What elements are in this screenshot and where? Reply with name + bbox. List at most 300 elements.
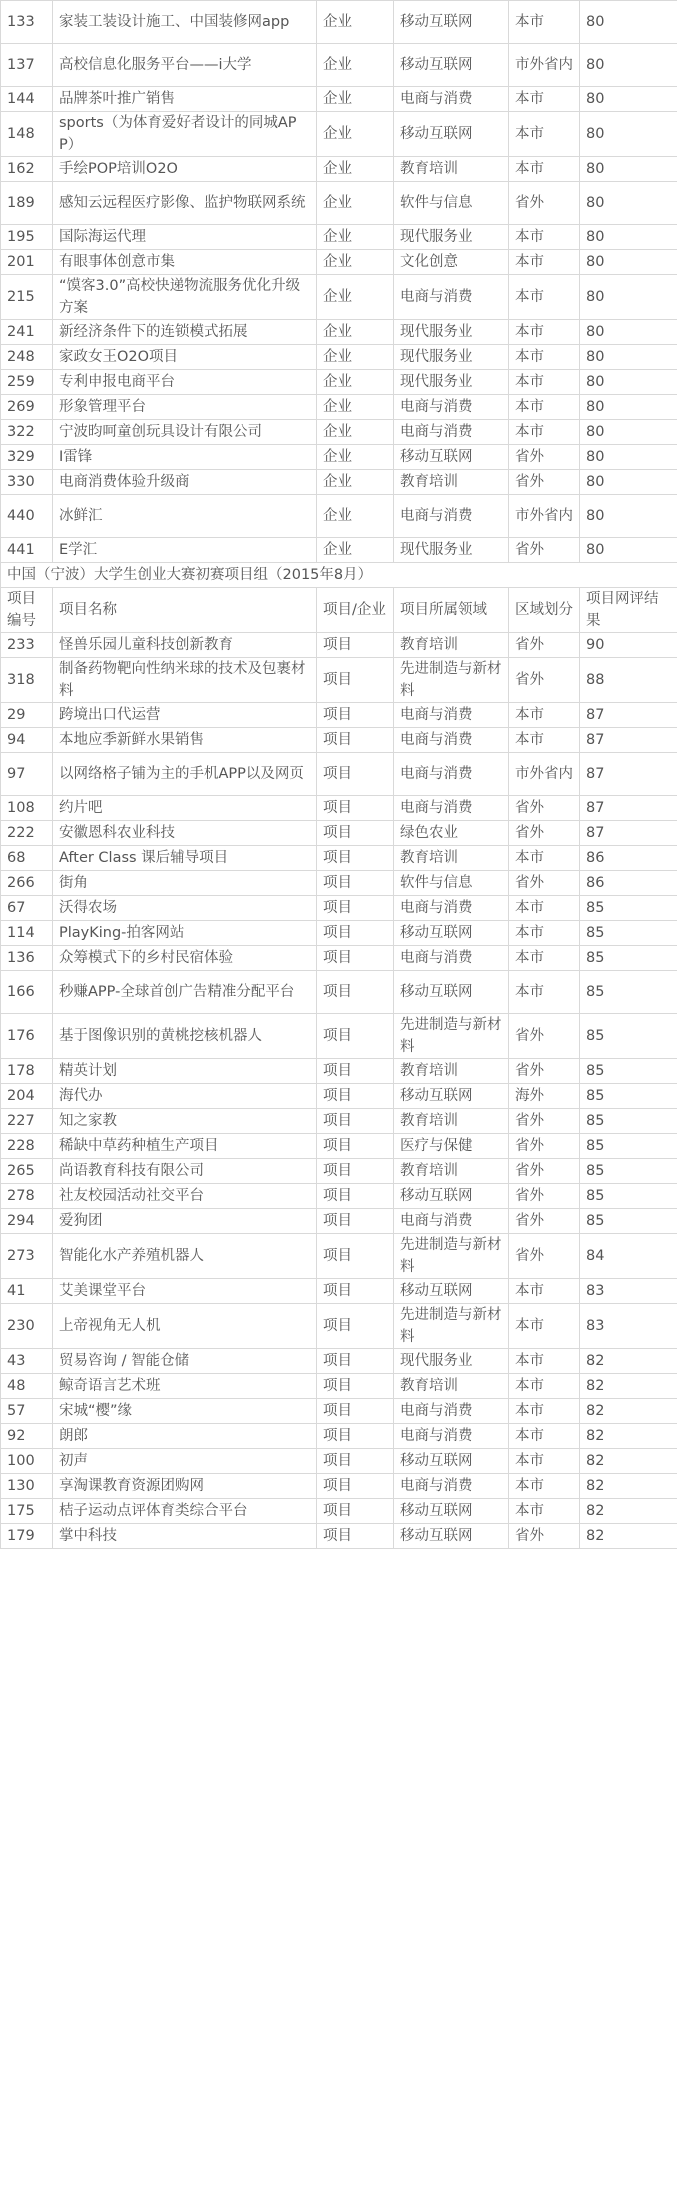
project-id-cell: 136 [1,946,53,971]
table-row [1,796,677,821]
table-row [1,87,677,112]
project-name-cell: 基于图像识别的黄桃挖核机器人 [53,1014,317,1059]
table-row [1,921,677,946]
project-field-cell: 先进制造与新材料 [394,1014,509,1059]
project-id-cell: 162 [1,157,53,182]
project-id-cell: 330 [1,470,53,495]
project-field-cell: 移动互联网 [394,971,509,1014]
project-name-cell: 宁波昀呵童创玩具设计有限公司 [53,420,317,445]
region-cell: 市外省内 [509,495,580,538]
project-type-cell: 企业 [317,345,394,370]
table-row [1,370,677,395]
project-type-cell: 企业 [317,250,394,275]
project-type-cell: 项目 [317,1449,394,1474]
project-field-cell: 现代服务业 [394,1349,509,1374]
project-name-cell: “馍客3.0”高校快递物流服务优化升级方案 [53,275,317,320]
project-field-cell: 教育培训 [394,633,509,658]
project-name-cell: 朗郎 [53,1424,317,1449]
project-field-cell: 移动互联网 [394,1184,509,1209]
region-cell: 本市 [509,395,580,420]
project-id-cell: 94 [1,728,53,753]
region-cell: 本市 [509,225,580,250]
region-cell: 省外 [509,1014,580,1059]
project-id-cell: 195 [1,225,53,250]
table-row [1,946,677,971]
project-name-cell: 艾美课堂平台 [53,1279,317,1304]
project-id-cell: 266 [1,871,53,896]
project-type-cell: 企业 [317,370,394,395]
project-type-cell: 项目 [317,658,394,703]
region-cell: 市外省内 [509,44,580,87]
project-field-cell: 电商与消费 [394,87,509,112]
region-cell: 省外 [509,538,580,563]
score-cell: 80 [580,320,677,345]
project-id-cell: 130 [1,1474,53,1499]
region-cell: 本市 [509,1399,580,1424]
score-cell: 87 [580,728,677,753]
table-row [1,703,677,728]
project-name-cell: 安徽恩科农业科技 [53,821,317,846]
table-row [1,44,677,87]
project-field-cell: 绿色农业 [394,821,509,846]
project-name-cell: 贸易咨询 / 智能仓储 [53,1349,317,1374]
project-id-cell: 175 [1,1499,53,1524]
project-name-cell: 秒赚APP-全球首创广告精准分配平台 [53,971,317,1014]
region-cell: 省外 [509,1209,580,1234]
project-field-cell: 电商与消费 [394,753,509,796]
project-type-cell: 项目 [317,1304,394,1349]
region-cell: 本市 [509,87,580,112]
project-type-cell: 项目 [317,896,394,921]
region-cell: 本市 [509,1279,580,1304]
table-row [1,633,677,658]
project-type-cell: 项目 [317,1184,394,1209]
score-cell: 80 [580,250,677,275]
table-row [1,1134,677,1159]
table-row [1,538,677,563]
score-cell: 85 [580,1159,677,1184]
project-name-cell: 爱狗团 [53,1209,317,1234]
score-cell: 83 [580,1304,677,1349]
region-cell: 市外省内 [509,753,580,796]
table-row [1,112,677,157]
score-cell: 82 [580,1449,677,1474]
region-cell: 省外 [509,871,580,896]
project-name-cell: 手绘POP培训O2O [53,157,317,182]
project-id-cell: 329 [1,445,53,470]
region-cell: 省外 [509,1234,580,1279]
table-row [1,658,677,703]
project-id-cell: 318 [1,658,53,703]
table-row [1,1209,677,1234]
table-row [1,1424,677,1449]
project-field-cell: 现代服务业 [394,320,509,345]
project-name-cell: 新经济条件下的连锁模式拓展 [53,320,317,345]
project-name-cell: 高校信息化服务平台——i大学 [53,44,317,87]
project-field-cell: 先进制造与新材料 [394,658,509,703]
table-row [1,1234,677,1279]
score-cell: 87 [580,821,677,846]
score-cell: 80 [580,225,677,250]
project-field-cell: 移动互联网 [394,1279,509,1304]
project-id-cell: 48 [1,1374,53,1399]
project-name-cell: 约片吧 [53,796,317,821]
project-id-cell: 148 [1,112,53,157]
project-name-cell: 海代办 [53,1084,317,1109]
project-field-cell: 电商与消费 [394,395,509,420]
table-row [1,1499,677,1524]
project-field-cell: 现代服务业 [394,370,509,395]
region-cell: 省外 [509,1524,580,1549]
project-name-cell: 家装工装设计施工、中国装修网app [53,1,317,44]
table-row [1,846,677,871]
project-field-cell: 电商与消费 [394,1209,509,1234]
project-id-cell: 189 [1,182,53,225]
table-row [1,395,677,420]
project-field-cell: 电商与消费 [394,896,509,921]
score-cell: 90 [580,633,677,658]
project-field-cell: 教育培训 [394,1109,509,1134]
project-field-cell: 现代服务业 [394,345,509,370]
project-type-cell: 项目 [317,846,394,871]
table-row [1,320,677,345]
project-id-cell: 41 [1,1279,53,1304]
project-name-cell: 掌中科技 [53,1524,317,1549]
project-field-cell: 电商与消费 [394,728,509,753]
region-cell: 省外 [509,445,580,470]
project-type-cell: 企业 [317,445,394,470]
project-type-cell: 项目 [317,1084,394,1109]
score-cell: 85 [580,1109,677,1134]
projects-table-body [1,1,677,1549]
project-type-cell: 项目 [317,728,394,753]
table-row [1,1399,677,1424]
region-cell: 省外 [509,796,580,821]
table-row [1,182,677,225]
score-cell: 82 [580,1424,677,1449]
project-type-cell: 项目 [317,1159,394,1184]
project-name-cell: 品牌茶叶推广销售 [53,87,317,112]
project-id-cell: 322 [1,420,53,445]
score-cell: 80 [580,112,677,157]
score-cell: 82 [580,1499,677,1524]
project-id-cell: 440 [1,495,53,538]
project-type-cell: 企业 [317,182,394,225]
region-cell: 本市 [509,1374,580,1399]
score-cell: 80 [580,538,677,563]
score-cell: 85 [580,1184,677,1209]
project-field-cell: 移动互联网 [394,1084,509,1109]
table-row [1,1059,677,1084]
region-cell: 省外 [509,1059,580,1084]
project-id-cell: 133 [1,1,53,44]
project-id-cell: 294 [1,1209,53,1234]
project-field-cell: 电商与消费 [394,1424,509,1449]
project-name-cell: 社友校园活动社交平台 [53,1184,317,1209]
project-field-cell: 现代服务业 [394,538,509,563]
region-cell: 本市 [509,1349,580,1374]
project-field-cell: 电商与消费 [394,275,509,320]
region-cell: 本市 [509,1,580,44]
project-type-cell: 企业 [317,395,394,420]
project-type-cell: 企业 [317,1,394,44]
project-type-cell: 企业 [317,275,394,320]
region-cell: 省外 [509,470,580,495]
project-type-cell: 企业 [317,470,394,495]
project-field-cell: 教育培训 [394,846,509,871]
project-id-cell: 233 [1,633,53,658]
region-cell: 本市 [509,157,580,182]
project-type-cell: 项目 [317,1499,394,1524]
project-field-cell: 移动互联网 [394,112,509,157]
project-type-cell: 项目 [317,1279,394,1304]
project-field-cell: 电商与消费 [394,1399,509,1424]
project-name-cell: 跨境出口代运营 [53,703,317,728]
project-type-cell: 项目 [317,796,394,821]
score-cell: 80 [580,370,677,395]
region-cell: 省外 [509,633,580,658]
score-cell: 82 [580,1349,677,1374]
header-project-type-cell: 项目/企业 [317,588,394,633]
project-field-cell: 教育培训 [394,470,509,495]
region-cell: 本市 [509,370,580,395]
score-cell: 88 [580,658,677,703]
region-cell: 本市 [509,728,580,753]
project-field-cell: 电商与消费 [394,946,509,971]
project-name-cell: 智能化水产养殖机器人 [53,1234,317,1279]
region-cell: 本市 [509,250,580,275]
project-name-cell: 众筹模式下的乡村民宿体验 [53,946,317,971]
project-type-cell: 企业 [317,157,394,182]
project-field-cell: 先进制造与新材料 [394,1304,509,1349]
table-row [1,1109,677,1134]
project-name-cell: 享淘课教育资源团购网 [53,1474,317,1499]
table-row [1,1159,677,1184]
project-field-cell: 教育培训 [394,1159,509,1184]
table-row [1,1524,677,1549]
project-field-cell: 移动互联网 [394,1524,509,1549]
score-cell: 85 [580,971,677,1014]
score-cell: 80 [580,157,677,182]
project-field-cell: 电商与消费 [394,1474,509,1499]
project-name-cell: 宋城“樱”缘 [53,1399,317,1424]
project-type-cell: 项目 [317,1424,394,1449]
project-type-cell: 项目 [317,821,394,846]
project-id-cell: 441 [1,538,53,563]
score-cell: 83 [580,1279,677,1304]
score-cell: 85 [580,1059,677,1084]
project-id-cell: 265 [1,1159,53,1184]
project-type-cell: 项目 [317,871,394,896]
project-name-cell: 桔子运动点评体育类综合平台 [53,1499,317,1524]
project-field-cell: 教育培训 [394,157,509,182]
region-cell: 本市 [509,703,580,728]
region-cell: 本市 [509,1304,580,1349]
project-name-cell: 鲸奇语言艺术班 [53,1374,317,1399]
project-type-cell: 企业 [317,320,394,345]
project-id-cell: 100 [1,1449,53,1474]
region-cell: 本市 [509,971,580,1014]
score-cell: 85 [580,921,677,946]
project-id-cell: 144 [1,87,53,112]
region-cell: 本市 [509,1499,580,1524]
project-type-cell: 项目 [317,1109,394,1134]
header-project-id-cell: 项目编号 [1,588,53,633]
region-cell: 本市 [509,420,580,445]
project-type-cell: 项目 [317,1474,394,1499]
project-id-cell: 114 [1,921,53,946]
project-name-cell: 形象管理平台 [53,395,317,420]
project-id-cell: 57 [1,1399,53,1424]
project-field-cell: 移动互联网 [394,44,509,87]
project-name-cell: 知之家教 [53,1109,317,1134]
region-cell: 本市 [509,345,580,370]
table-row [1,1349,677,1374]
region-cell: 省外 [509,1134,580,1159]
score-cell: 80 [580,275,677,320]
table-row [1,821,677,846]
project-type-cell: 企业 [317,112,394,157]
project-id-cell: 241 [1,320,53,345]
table-row [1,1449,677,1474]
project-name-cell: sports（为体育爱好者设计的同城APP） [53,112,317,157]
project-id-cell: 166 [1,971,53,1014]
score-cell: 85 [580,946,677,971]
score-cell: 80 [580,420,677,445]
project-name-cell: 感知云远程医疗影像、监护物联网系统 [53,182,317,225]
project-name-cell: 上帝视角无人机 [53,1304,317,1349]
score-cell: 80 [580,44,677,87]
project-field-cell: 移动互联网 [394,1,509,44]
project-id-cell: 227 [1,1109,53,1134]
project-id-cell: 273 [1,1234,53,1279]
project-id-cell: 201 [1,250,53,275]
project-type-cell: 企业 [317,87,394,112]
table-row [1,420,677,445]
project-id-cell: 108 [1,796,53,821]
table-row [1,971,677,1014]
project-name-cell: E学汇 [53,538,317,563]
project-field-cell: 移动互联网 [394,1499,509,1524]
table-row [1,470,677,495]
project-type-cell: 项目 [317,703,394,728]
project-field-cell: 医疗与保健 [394,1134,509,1159]
project-type-cell: 企业 [317,225,394,250]
score-cell: 86 [580,846,677,871]
project-id-cell: 215 [1,275,53,320]
project-name-cell: I雷锋 [53,445,317,470]
project-name-cell: 制备药物靶向性纳米球的技术及包裹材料 [53,658,317,703]
project-name-cell: 电商消费体验升级商 [53,470,317,495]
project-type-cell: 项目 [317,753,394,796]
project-name-cell: 专利申报电商平台 [53,370,317,395]
score-cell: 80 [580,1,677,44]
table-row [1,1304,677,1349]
project-type-cell: 企业 [317,495,394,538]
project-type-cell: 项目 [317,1524,394,1549]
score-cell: 85 [580,1134,677,1159]
score-cell: 80 [580,395,677,420]
section-caption-row [1,563,677,588]
project-name-cell: 有眼事体创意市集 [53,250,317,275]
score-cell: 80 [580,470,677,495]
region-cell: 海外 [509,1084,580,1109]
score-cell: 87 [580,753,677,796]
project-name-cell: 沃得农场 [53,896,317,921]
header-region-cell: 区域划分 [509,588,580,633]
project-name-cell: 街角 [53,871,317,896]
project-name-cell: 尚语教育科技有限公司 [53,1159,317,1184]
project-field-cell: 先进制造与新材料 [394,1234,509,1279]
score-cell: 85 [580,896,677,921]
region-cell: 省外 [509,182,580,225]
project-id-cell: 204 [1,1084,53,1109]
region-cell: 省外 [509,1159,580,1184]
region-cell: 省外 [509,1109,580,1134]
project-id-cell: 43 [1,1349,53,1374]
table-row [1,1184,677,1209]
region-cell: 本市 [509,112,580,157]
project-field-cell: 教育培训 [394,1059,509,1084]
project-name-cell: 家政女王O2O项目 [53,345,317,370]
project-id-cell: 228 [1,1134,53,1159]
table-row [1,1084,677,1109]
region-cell: 本市 [509,320,580,345]
score-cell: 87 [580,703,677,728]
project-id-cell: 259 [1,370,53,395]
region-cell: 本市 [509,946,580,971]
project-name-cell: 精英计划 [53,1059,317,1084]
table-row [1,896,677,921]
table-row [1,728,677,753]
project-id-cell: 97 [1,753,53,796]
table-row [1,345,677,370]
project-name-cell: 怪兽乐园儿童科技创新教育 [53,633,317,658]
table-row [1,225,677,250]
region-cell: 本市 [509,921,580,946]
project-type-cell: 项目 [317,1014,394,1059]
score-cell: 82 [580,1374,677,1399]
project-field-cell: 移动互联网 [394,921,509,946]
project-field-cell: 文化创意 [394,250,509,275]
score-cell: 85 [580,1209,677,1234]
project-type-cell: 项目 [317,1209,394,1234]
score-cell: 80 [580,87,677,112]
project-id-cell: 178 [1,1059,53,1084]
project-name-cell: 初声 [53,1449,317,1474]
project-field-cell: 软件与信息 [394,871,509,896]
score-cell: 82 [580,1524,677,1549]
project-id-cell: 68 [1,846,53,871]
region-cell: 本市 [509,896,580,921]
project-type-cell: 项目 [317,633,394,658]
project-type-cell: 项目 [317,1134,394,1159]
project-name-cell: 以网络格子铺为主的手机APP以及网页 [53,753,317,796]
region-cell: 本市 [509,1424,580,1449]
header-score-cell: 项目网评结果 [580,588,677,633]
project-type-cell: 企业 [317,44,394,87]
project-id-cell: 92 [1,1424,53,1449]
table-row [1,871,677,896]
score-cell: 82 [580,1399,677,1424]
score-cell: 84 [580,1234,677,1279]
table-row [1,1474,677,1499]
score-cell: 85 [580,1014,677,1059]
project-id-cell: 29 [1,703,53,728]
score-cell: 86 [580,871,677,896]
table-row [1,1,677,44]
project-field-cell: 电商与消费 [394,420,509,445]
